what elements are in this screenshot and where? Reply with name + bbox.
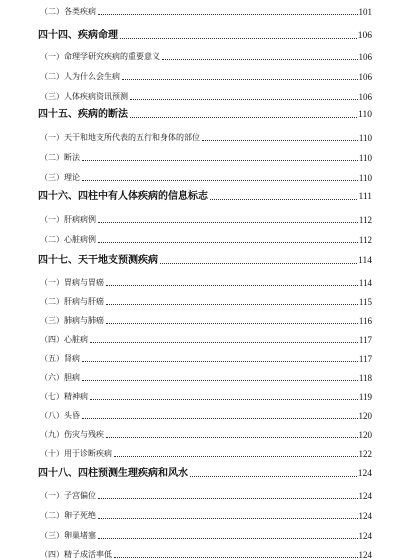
toc-page-number: 120 — [358, 411, 372, 421]
toc-section-entry — [40, 150, 372, 163]
dot-leader — [106, 322, 358, 324]
toc-section-entry — [40, 232, 372, 245]
dot-leader — [98, 221, 358, 223]
toc-entry-label: （六）胆病 — [40, 373, 80, 382]
dot-leader — [114, 455, 358, 457]
dot-leader — [190, 475, 357, 477]
toc-page-number: 122 — [358, 449, 372, 459]
toc-section-entry — [40, 69, 372, 82]
toc-entry-label: （二）心脏病例 — [40, 235, 96, 244]
toc-entry-label: （一）天干和地支所代表的五行和身体的部位 — [40, 133, 200, 142]
dot-leader — [98, 517, 358, 519]
toc-chapter-entry — [38, 187, 372, 202]
toc-section-entry — [40, 427, 372, 440]
toc-page-number: 124 — [358, 550, 372, 560]
toc-entry-label: （八）头昏 — [40, 411, 80, 420]
dot-leader — [98, 241, 358, 243]
toc-page-number: 120 — [358, 430, 372, 440]
toc-entry-label: （一）肝病病例 — [40, 215, 96, 224]
toc-page-number: 110 — [358, 110, 372, 120]
toc-page-number: 124 — [358, 531, 372, 541]
dot-leader — [98, 497, 358, 499]
toc-section-entry — [40, 49, 372, 62]
dot-leader — [90, 341, 358, 343]
dot-leader — [98, 13, 358, 15]
toc-section-entry — [40, 389, 372, 402]
toc-page-number: 112 — [358, 235, 372, 245]
toc-section-entry — [40, 408, 372, 421]
dot-leader — [160, 262, 357, 264]
toc-entry-label: （七）精神病 — [40, 392, 88, 401]
toc-page-number: 124 — [358, 511, 372, 521]
dot-leader — [106, 284, 358, 286]
toc-entry-label: 四十八、四柱预测生理疾病和风水 — [38, 468, 188, 479]
toc-section-entry — [40, 547, 372, 560]
toc-page-number: 115 — [358, 297, 372, 307]
dot-leader — [114, 556, 358, 558]
toc-chapter-entry — [38, 251, 372, 266]
dot-leader — [106, 436, 358, 438]
dot-leader — [82, 417, 358, 419]
toc-section-entry — [40, 294, 372, 307]
toc-section-entry — [40, 4, 372, 17]
toc-entry-label: （十）用于诊断疾病 — [40, 449, 112, 458]
toc-section-entry — [40, 488, 372, 501]
toc-page-number: 114 — [358, 278, 372, 288]
toc-page-number: 119 — [358, 392, 372, 402]
toc-page-number: 110 — [358, 153, 372, 163]
dot-leader — [106, 303, 358, 305]
toc-entry-label: （五）肾病 — [40, 354, 80, 363]
toc-entry-label: （三）肺病与肺癌 — [40, 316, 104, 325]
toc-entry-label: （一）子宫偏位 — [40, 491, 96, 500]
toc-entry-label: 四十六、四柱中有人体疾病的信息标志 — [38, 191, 208, 202]
toc-page-number: 112 — [358, 215, 372, 225]
toc-page-number: 117 — [358, 354, 372, 364]
toc-section-entry — [40, 528, 372, 541]
dot-leader — [90, 398, 358, 400]
toc-entry-label: （三）理论 — [40, 173, 80, 182]
toc-entry-label: （三）人体疾病资讯预测 — [40, 92, 128, 101]
toc-page-number: 110 — [358, 173, 372, 183]
toc-page-number: 106 — [358, 72, 372, 82]
dot-leader — [82, 159, 358, 161]
toc-section-entry — [40, 351, 372, 364]
toc-page-number: 117 — [358, 335, 372, 345]
toc-page-number: 106 — [358, 92, 372, 102]
toc-page-number: 111 — [358, 192, 372, 202]
toc-entry-label: （二）人为什么会生病 — [40, 72, 120, 81]
dot-leader — [130, 116, 357, 118]
dot-leader — [130, 98, 358, 100]
toc-page-number: 124 — [357, 469, 372, 479]
toc-section-entry — [40, 89, 372, 102]
toc-chapter-entry — [38, 26, 372, 41]
toc-page-number: 110 — [358, 133, 372, 143]
toc-section-entry — [40, 370, 372, 383]
toc-section-entry — [40, 275, 372, 288]
toc-section-entry — [40, 212, 372, 225]
dot-leader — [82, 179, 358, 181]
toc-page-number: 124 — [358, 491, 372, 501]
toc-section-entry — [40, 170, 372, 183]
dot-leader — [202, 139, 358, 141]
toc-entry-label: （四）心脏病 — [40, 335, 88, 344]
dot-leader — [162, 58, 358, 60]
toc-entry-label: （四）精子成活率低 — [40, 550, 112, 559]
toc-section-entry — [40, 130, 372, 143]
dot-leader — [82, 379, 358, 381]
toc-entry-label: （九）伤灾与残疾 — [40, 430, 104, 439]
toc-entry-label: （二）各类疾病 — [40, 7, 96, 16]
toc-entry-label: 四十五、疾病的断法 — [38, 109, 128, 120]
toc-page-number: 106 — [357, 31, 372, 41]
dot-leader — [120, 37, 357, 39]
dot-leader — [82, 360, 358, 362]
dot-leader — [98, 537, 358, 539]
dot-leader — [122, 78, 358, 80]
toc-entry-label: （二）卵子死绝 — [40, 511, 96, 520]
toc-page-number: 114 — [358, 256, 372, 266]
toc-page-number: 101 — [358, 7, 372, 17]
toc-page-number: 118 — [358, 373, 372, 383]
toc-entry-label: 四十七、天干地支预测疾病 — [38, 255, 158, 266]
toc-chapter-entry — [38, 464, 372, 479]
toc-entry-label: （二）肝病与肝癌 — [40, 297, 104, 306]
toc-entry-label: （一）胃病与胃癌 — [40, 278, 104, 287]
toc-entry-label: （一）命理学研究疾病的重要意义 — [40, 52, 160, 61]
toc-page-number: 106 — [358, 52, 372, 62]
toc-page-number: 116 — [358, 316, 372, 326]
toc-section-entry — [40, 313, 372, 326]
dot-leader — [210, 198, 357, 200]
toc-entry-label: （二）断法 — [40, 153, 80, 162]
toc-section-entry — [40, 446, 372, 459]
toc-section-entry — [40, 332, 372, 345]
toc-entry-label: （三）卵巢堵塞 — [40, 531, 96, 540]
toc-section-entry — [40, 508, 372, 521]
toc-entry-label: 四十四、疾病命理 — [38, 30, 118, 41]
toc-chapter-entry — [38, 105, 372, 120]
